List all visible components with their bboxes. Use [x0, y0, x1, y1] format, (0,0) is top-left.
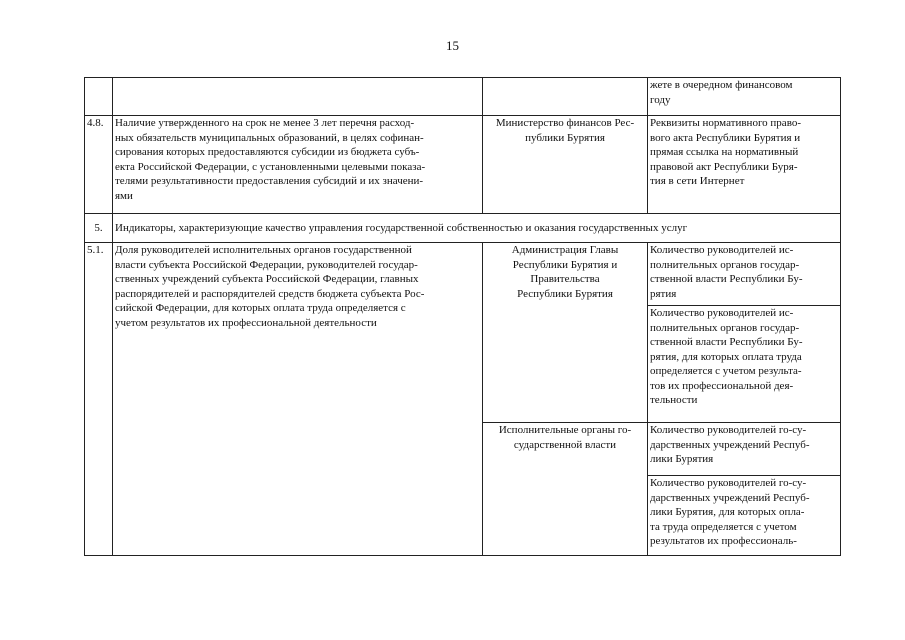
row-number: 4.8.: [85, 116, 113, 214]
cell-number: [85, 78, 113, 116]
table-row-4-8: [85, 116, 841, 214]
data-source: Реквизиты нормативного право- вого акта Республики Бурятия и прямая ссылка на нормативный правовой акт Республики Буря- тия в сети Интернет: [648, 116, 841, 214]
section-title: Индикаторы, характеризующие качество управления государственной собственностью и оказания государственных услуг: [113, 214, 841, 243]
data-source: Количество руководителей го-су- дарственных учреждений Респуб- лики Бурятия, для которых опла- та труда определяется с учетом результатов их профессиональ-: [648, 476, 841, 556]
data-source: Количество руководителей го-су- дарственных учреждений Респуб- лики Бурятия: [648, 423, 841, 476]
cell-source: жете в очередном финансовом году: [648, 78, 841, 116]
responsible-body: Исполнительные органы го- сударственной власти: [483, 423, 648, 556]
responsible-body: Администрация Главы Республики Бурятия и Правительства Республики Бурятия: [483, 243, 648, 423]
indicators-table: [84, 77, 841, 556]
data-source: Количество руководителей ис- полнительных органов государ- ственной власти Республики Бу- рятия, для которых оплата труда определяется с учетом результа- тов их профессиональной дея- тельности: [648, 306, 841, 423]
table-row-continuation: [85, 78, 841, 116]
table-row-5-1-a: [85, 243, 841, 306]
indicator-text: Доля руководителей исполнительных органов государственной власти субъекта Российской Федерации, руководителей государ- ственных учреждений субъекта Российской Федерации, главных распорядителей и распорядителей средств бюджета субъекта Рос- сийской Федерации, для которых оплата труда определяется с учетом результатов их профессиональной деятельности: [113, 243, 483, 556]
indicator-text: Наличие утвержденного на срок не менее 3 лет перечня расход- ных обязательств муниципальных образований, в целях софинан- сирования которых предоставляются субсидии из бюджета субъ- екта Российской Федерации, с установленными целевыми показа- телями результативности предоставления субсидий и их значени- ями: [113, 116, 483, 214]
responsible-body: Министерство финансов Рес- публики Бурятия: [483, 116, 648, 214]
cell-indicator: [113, 78, 483, 116]
row-number: 5.1.: [85, 243, 113, 556]
data-source: Количество руководителей ис- полнительных органов государ- ственной власти Республики Бу- рятия: [648, 243, 841, 306]
section-number: 5.: [85, 214, 113, 243]
page-number: 15: [446, 38, 459, 53]
table-row-section-5: [85, 214, 841, 243]
cell-responsible: [483, 78, 648, 116]
